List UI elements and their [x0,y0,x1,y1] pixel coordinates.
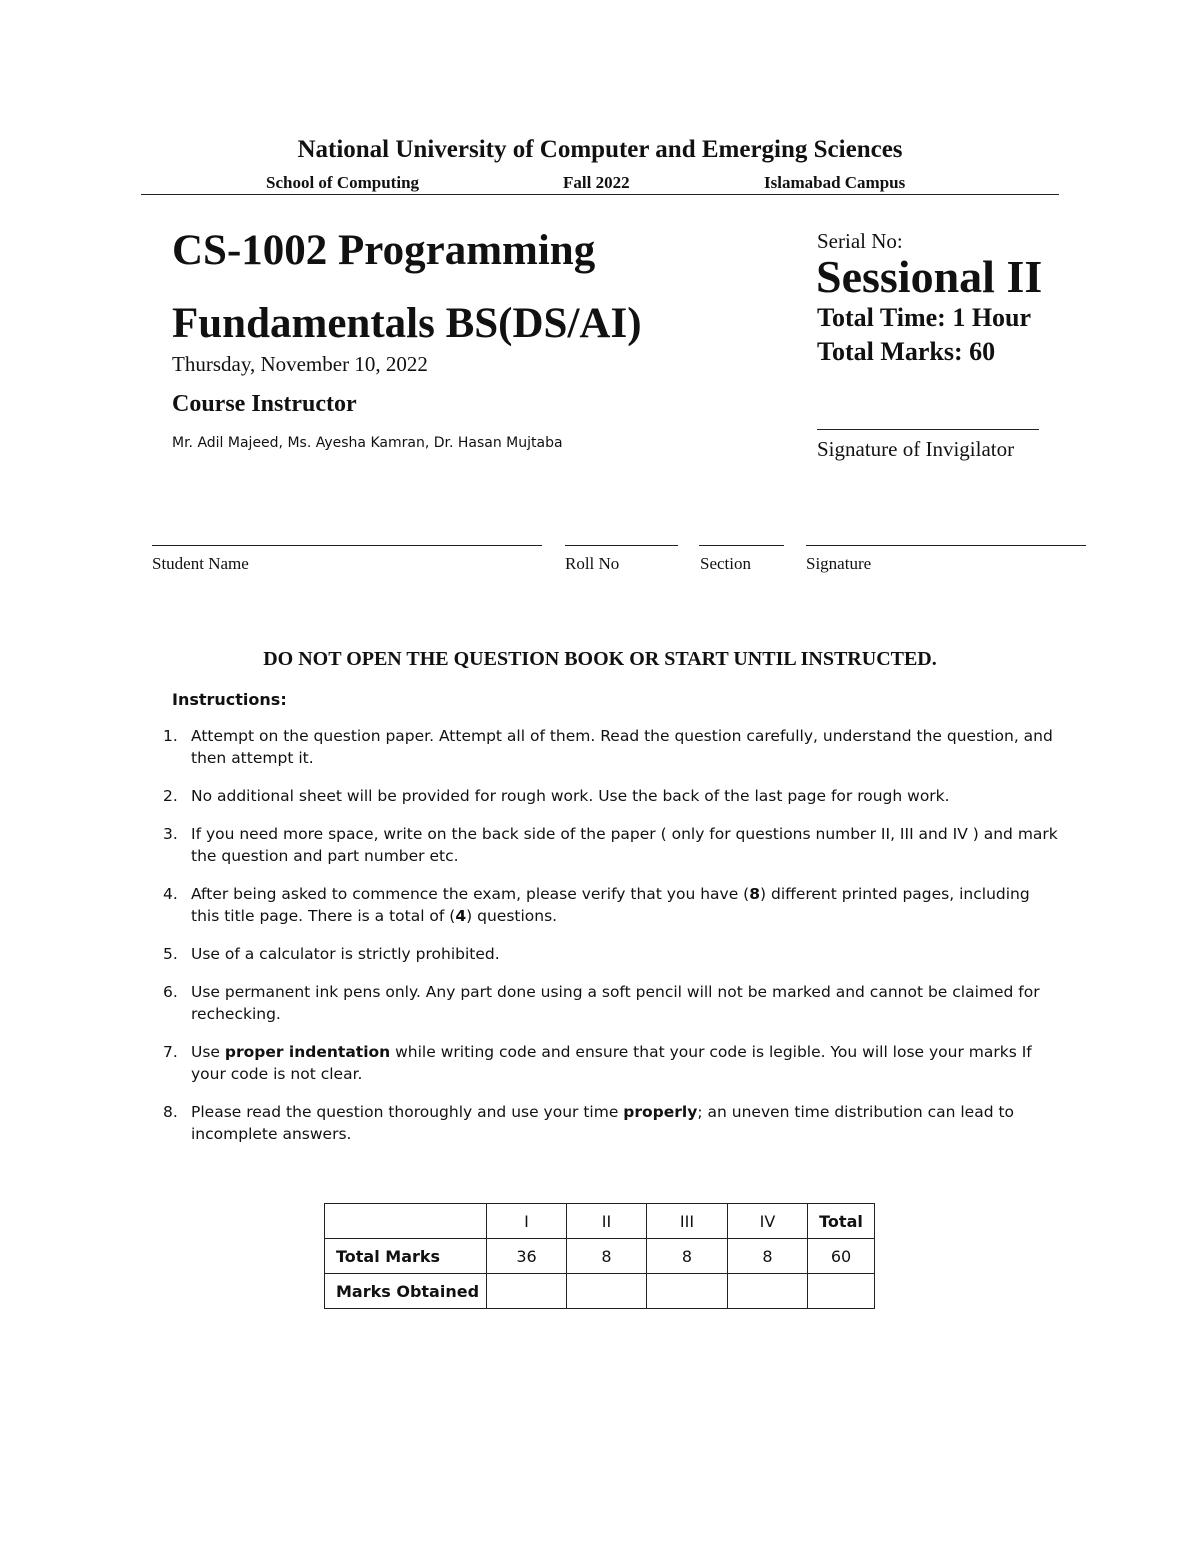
header-q2: II [567,1204,647,1239]
total-marks-q2: 8 [567,1239,647,1274]
marks-obtained-label: Marks Obtained [325,1274,487,1309]
item-text-bold: properly [623,1103,698,1121]
school-name: School of Computing [266,173,420,192]
item-text-a: After being asked to commence the exam, please verify that you have ( [191,885,750,903]
instructor-heading: Course Instructor [172,391,357,417]
list-item [141,943,1061,965]
header-q3: III [647,1204,728,1239]
table-corner-cell [325,1204,487,1239]
item-text: Use of a calculator is strictly prohibited. [191,945,500,963]
instructor-names: Mr. Adil Majeed, Ms. Ayesha Kamran, Dr. Hasan Mujtaba [172,435,563,451]
header-divider [141,194,1059,195]
item-number: 7. [163,1043,178,1061]
list-item [141,785,1061,807]
total-marks-q1: 36 [487,1239,567,1274]
item-text: Attempt on the question paper. Attempt all of them. Read the question carefully, understand the question, and then attempt it. [191,727,1053,767]
item-number: 2. [163,787,178,805]
item-text-c: while writing code and ensure that your code is legible. You will lose your marks If your code is not clear. [191,1043,1032,1083]
item-number: 8. [163,1103,178,1121]
list-item [141,725,1061,769]
item-text: No additional sheet will be provided for rough work. Use the back of the last page for rough work. [191,787,950,805]
marks-obtained-q1[interactable] [487,1274,567,1309]
item-text-a: Use [191,1043,225,1061]
invigilator-signature-label: Signature of Invigilator [817,437,1015,461]
exam-date: Thursday, November 10, 2022 [172,352,428,376]
total-marks-q4: 8 [728,1239,808,1274]
item-text-bold: proper indentation [224,1043,391,1061]
instructions-heading: Instructions: [172,690,287,709]
list-item [141,823,1061,867]
marks-obtained-q2[interactable] [567,1274,647,1309]
table-row [325,1274,875,1309]
question-count: 4 [455,907,467,925]
signature-line[interactable] [806,545,1086,546]
instructions-list [141,725,1061,1161]
item-number: 1. [163,727,178,745]
header-q1: I [487,1204,567,1239]
table-row [325,1239,875,1274]
term: Fall 2022 [563,173,630,192]
page-count: 8 [749,885,761,903]
total-marks-total: 60 [808,1239,875,1274]
total-marks-label: Total Marks [325,1239,487,1274]
course-title-line2: Fundamentals BS(DS/AI) [172,300,642,348]
item-text: Use permanent ink pens only. Any part done using a soft pencil will not be marked and cannot be claimed for rechecking. [191,983,1040,1023]
serial-label: Serial No: [817,229,903,253]
marks-obtained-total[interactable] [808,1274,875,1309]
university-name: National University of Computer and Emerging Sciences [297,136,903,163]
section-label: Section [700,554,751,573]
roll-no-label: Roll No [565,554,620,573]
signature-label: Signature [806,554,872,573]
header-total: Total [808,1204,875,1239]
invigilator-signature-line[interactable] [817,429,1039,430]
total-marks-q3: 8 [647,1239,728,1274]
student-name-label: Student Name [152,554,249,573]
item-text-c: ; an uneven time distribution can lead to incomplete answers. [191,1103,1015,1143]
exam-name: Sessional II [816,251,1043,302]
item-text-e: ) questions. [466,907,558,925]
item-text-c: ) different printed pages, including this title page. There is a total of ( [191,885,1030,925]
marks-table [324,1203,875,1309]
item-number: 5. [163,945,178,963]
item-number: 4. [163,885,178,903]
total-time: Total Time: 1 Hour [817,303,1032,332]
campus: Islamabad Campus [764,173,906,192]
table-header-row [325,1204,875,1239]
item-number: 3. [163,825,178,843]
item-text: If you need more space, write on the back side of the paper ( only for questions number II, III and IV ) and mark the question and part number etc. [191,825,1058,865]
list-item [141,1041,1061,1085]
list-item [141,883,1061,927]
total-marks: Total Marks: 60 [817,337,996,366]
roll-no-line[interactable] [565,545,678,546]
section-line[interactable] [699,545,784,546]
student-name-line[interactable] [152,545,542,546]
list-item [141,1101,1061,1145]
marks-obtained-q3[interactable] [647,1274,728,1309]
item-number: 6. [163,983,178,1001]
header-q4: IV [728,1204,808,1239]
warning-text: DO NOT OPEN THE QUESTION BOOK OR START UNTIL INSTRUCTED. [263,648,937,670]
marks-obtained-q4[interactable] [728,1274,808,1309]
course-title-line1: CS-1002 Programming [172,227,596,274]
item-text-a: Please read the question thoroughly and use your time [191,1103,624,1121]
course-title [172,214,642,360]
list-item [141,981,1061,1025]
